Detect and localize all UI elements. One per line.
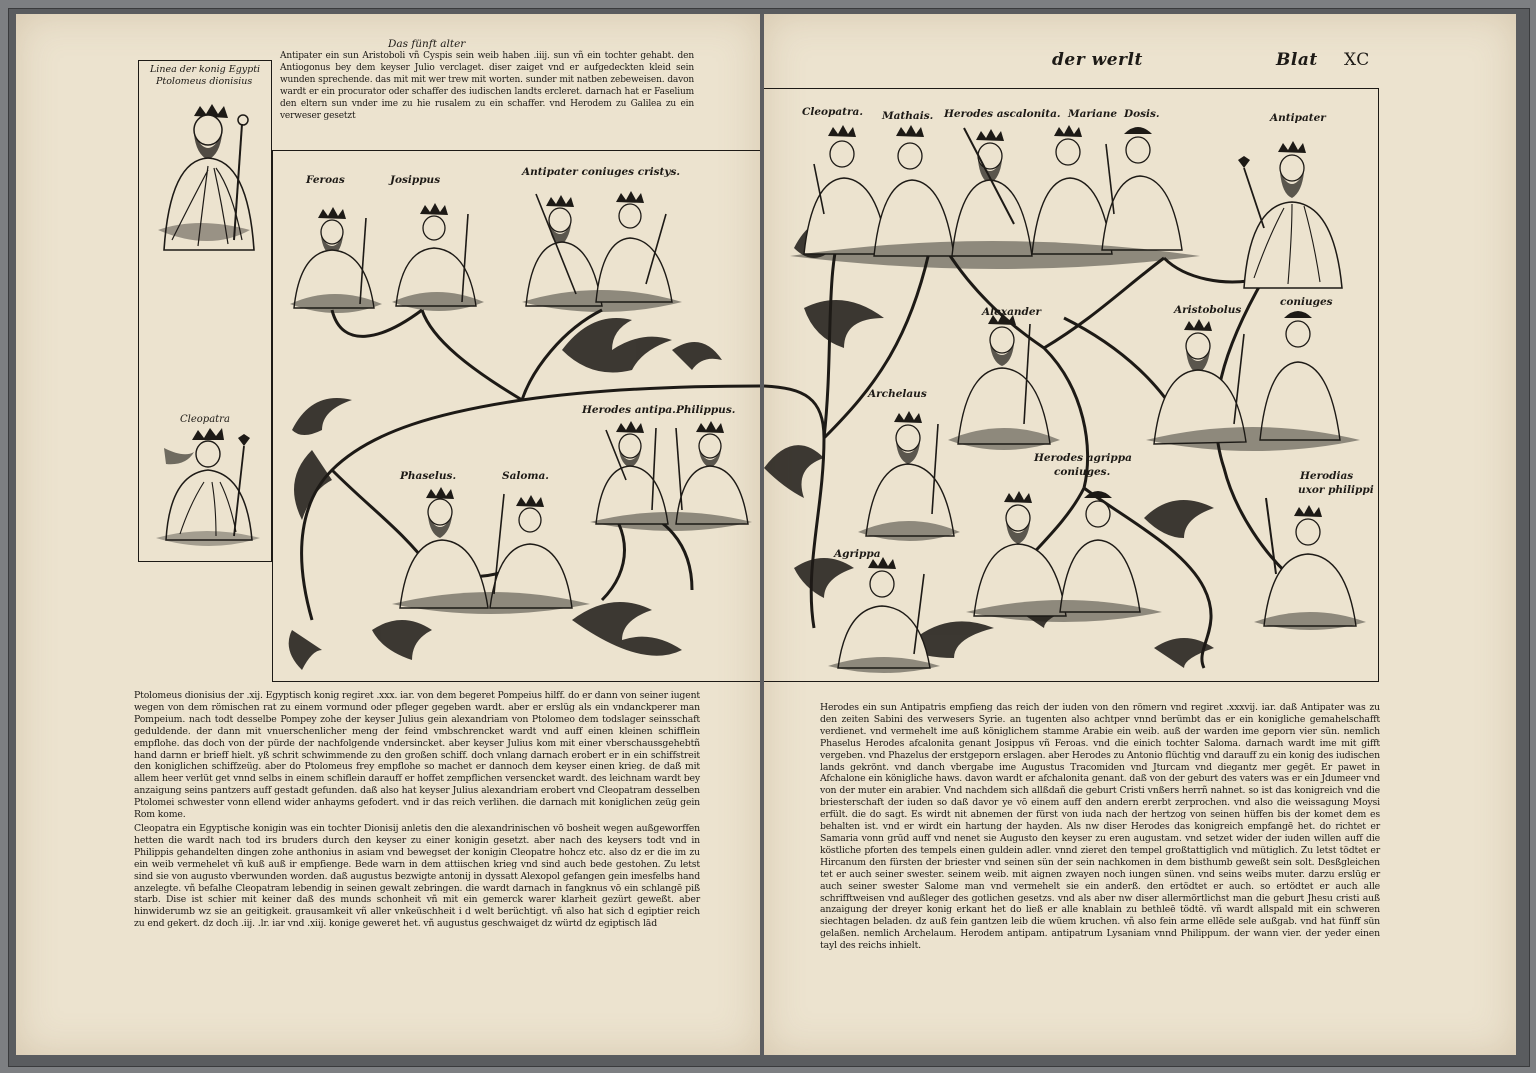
herodes-agrippa-figure	[964, 484, 1164, 624]
antipater-figure-right	[1224, 128, 1354, 298]
label-aristobolus: Aristobolus	[1174, 304, 1242, 316]
label-dosis: Dosis.	[1124, 108, 1160, 120]
cleopatra-side-label: Cleopatra	[180, 414, 230, 425]
left-intro-paragraph: Antipater ein sun Aristoboli vñ Cyspis sein weib haben .iiij. sun vñ ein tochter gehabt. den Antiogonus bey dem keyser Julio verclaget. diser zaiget vnd er aufgedeckten kleid sein wunden sprechende. das mit mit wer trew mit worten. sunder mit natben zebeweisen. davon wardt er ein procurator oder schaffer des iudischen landts ercleret. darnach hat er Faselium den eltern sun vnder ime zu hie rusalem zu ein schaffer. vnd Herodem zu Galilea zu ein verweser gesetzt	[280, 51, 694, 121]
agrippa-figure	[824, 554, 944, 674]
left-page	[16, 14, 760, 1055]
herodes-paragraph: Herodes ein sun Antipatris empfieng das reich der iuden von den römern vnd regiret .xxxvij. iar. daß Antipater was zu den zeiten Sabini des verwesers Syrie. an tugenten also achtper vnnd berümbt das er ein konigliche gemahelschafft verdienet. vnd vermehelt ime auß königlichem stamme Arabie ein weib. auß der warden ime geporn vier sün. nemlich Phaselus Herodes afcalonita genant Josippus vñ Feroas. vnd die einich tochter Saloma. darnach wardt ime mit gifft vergeben. vnd Phazelus der erstgeporn erslagen. aber Herodes zu Antonio flüchtig vnd darauff zu ein konig des iudischen lands gekrönt. vnd danch vbergabe ime Augustus Tracomiden vnd Jturcam vnd diegantz mer gegēt. Er pawet in Afchalone ein königliche haws. davon wardt er afchalonita genant. daß von der geburt des vaters was er ein Jdumeer vnd von der muter ein arabier. Vnd nachdem sich allßdañ die geburt Cristi vnßers herrñ nahnet. so ist das konigreich vnd die briesterschaft der iuden so daß davor ye vō einem auff den andern ererbt zerprochen. vnd also die weissagung Moysi erfült. die do sagt. Es wirdt nit abnemen der fürst von iuda nach der hertzog von seinen hüffen bis der komet dem es behalten ist. vnd er wirdt ein hartung der hayden. Als nw diser Herodes das konigreich empfangē het. do richtet er Samaria vonn grūd auff vnd nenet sie Augusto den keyser zu eren augustam. vnd setzet wider der iuden willen auff die köstliche pforten des tempels einen guldein adler. vnnd zieret den tempel großtattiglich vnd mütiglich. Zu letst tödtet er Hircanum den fürsten der briester vnd seinen sün der sein nachkomen in dem bisthumb geweßt sein solt. Desßgleichen tet er auch seiner swester. seinem weib. mit aignen zwayen noch iungen sünen. vnd seins weibs muter. darzu erslūg er auch seiner swester Salome man vnd vermehelt sie ein anderß. den ertödtet er auch. so ertödtet er auch alle schrifftweisen vnd außleger des gotlichen gesetzs. vnd als aber nw diser allermörtlichst man die geburt Jhesu cristi auß anzaigung der dreyer konig erkant het do ließ er alle knablain zu bethleē tödtē. vñ wardt allspald mit ein schweren siechtagen beladen. dz auß fein gantzen leib die wüem kruchen. vñ also fein arme ellēde sele außgab. vnd hat fünff sün gelaßen. nemlich Archelaum. Herodem antipam. antipatrum Lysaniam vnnd Philippum. der wann vier. der yeder einen tayl des reichs inhielt.	[820, 702, 1380, 952]
phaselus-saloma-figure	[386, 484, 596, 614]
aristobolus-coniuges-figure	[1144, 304, 1364, 454]
left-intro-text	[280, 50, 694, 122]
herodias-figure	[1250, 494, 1370, 634]
running-head: der werlt	[1052, 50, 1143, 70]
label-herodes-agrippa: Herodes agrippa	[1034, 452, 1132, 464]
label-josippus: Josippus	[390, 174, 441, 186]
label-feroas: Feroas	[306, 174, 345, 186]
label-phaselus: Phaselus.	[400, 470, 457, 482]
label-herodes-ascalonita: Herodes ascalonita.	[944, 108, 1061, 120]
cleopatra-paragraph: Cleopatra ein Egyptische konigin was ein tochter Dionisij anletis den die alexandrinischen vō bosheit wegen außgeworffen hetten die wardt nach tod irs bruders durch den keyser zu einer konigin gesetzt. aber nach des keysers todt vnd in Philippis gehandelten dingen zohe anthonius in asiam vnd bewegset der konigin Cleopatre hohcz etc. also dz er die im zu ein weib vermehelet vñ kuß auß ir empfienge. Bede warn in dem attiischen krieg vnd sind auch bede gestohen. Zu letst sind sie von augusto vberwunden worden. daß augustus bezwigte antonij in dyssatt Alexopol gefangen gein imesfelbs hand anzelegte. vñ befalhe Cleopatram lebendig in seinen gewalt zebringen. die wardt darnach in fangknus vō ein schlangē piß starb. Dise ist schier mit keiner daß des munds schonheit vñ mit ein gemerck warer klarheit gezürt geweßt. aber hinwiderumb wz sie an geitigkeit. grausamkeit vñ aller vnkeüschheit i d welt berüchtigt. vñ also hat sich d egiptier reich zu end gekert. dz doch .iij. .lr. iar vnd .xiij. konige geweret het. vñ augustus geschwaiget dz würtd dz egiptisch lād	[134, 822, 700, 930]
left-heading: Das fünft alter	[388, 38, 466, 50]
lineage-title-2: Ptolomeus dionisius	[156, 76, 253, 87]
antipater-figure-left	[516, 184, 686, 314]
archelaus-figure	[854, 404, 964, 544]
label-alexander: Alexander	[982, 306, 1042, 318]
label-agrippa: Agrippa	[834, 548, 881, 560]
herod-wives-row-figures	[784, 114, 1204, 274]
label-antipater-left: Antipater coniuges cristys.	[522, 166, 681, 178]
folio-prefix: Blat	[1276, 50, 1318, 70]
label-archelaus: Archelaus	[868, 388, 927, 400]
label-herodias: Herodias	[1300, 470, 1354, 482]
label-philippus: Philippus.	[676, 404, 736, 416]
herodes-antipa-philippus-figure	[586, 420, 756, 536]
label-coniuges-2: coniuges.	[1054, 466, 1111, 478]
feroas-figure	[286, 204, 386, 316]
right-page	[764, 14, 1516, 1055]
right-body-text	[820, 702, 1380, 952]
label-antipater-right: Antipater	[1270, 112, 1326, 124]
label-mariane: Mariane	[1068, 108, 1118, 120]
cleopatra-side-portrait	[146, 424, 266, 550]
label-mathais: Mathais.	[882, 110, 934, 122]
label-coniuges: coniuges	[1280, 296, 1333, 308]
folio-number: XC	[1344, 50, 1370, 70]
lineage-title-1: Linea der konig Egypti	[150, 64, 261, 75]
label-herodes-antipa: Herodes antipa.	[582, 404, 676, 416]
josippus-figure	[386, 200, 486, 314]
label-uxor-philippi: uxor philippi	[1298, 484, 1374, 496]
ptolomeus-paragraph: Ptolomeus dionisius der .xij. Egyptisch konig regiret .xxx. iar. von dem begeret Pompeius hilff. do er dann von seiner iugent wegen von dem römischen rat zu einem vormund oder pfleger gegeben wardt. aber er erslüg als ein vndanckperer man Pompeium. nach todt desselbe Pompey zohe der keyser Julius gein alexandriam von Ptolomeo dem todslager seinsschaft geduldende. der dann mit vnuerschenlicher meng der feind vmbschrencket wardt vnd auff einen kleinen schifflein empflohe. das doch von der pürde der nachfolgende vndersincket. aber keyser Julius kom mit einer vberschaussgehebtñ hand darnn er brieff hielt. yß schrit schwimmende zu den großen schiff. doch vnlang darnach erobert er in ein schiffstreit den koniglichen schiffzeüg. aber do Ptolomeus frey empflohe so machet er dannoch dem keyser einen krieg. de daß mit allem heer verlüt get vnnd selbs in einem schiflein darauff er hoffet zempflichen versencket wardt. des leichnam wardt bey anzaigung seins pantzers auff gestadt gefunden. daß also hat keyser Julius alexandriam erobert vnd Cleopatram desselben Ptolomei schwester vonn ellend wider anhayms gefodert. vnd ir das reich verlihen. die darnach mit koniglichen zeüg gein Rom kome.	[134, 690, 700, 821]
ptolomeus-portrait	[142, 90, 266, 260]
left-body-text	[134, 690, 700, 930]
label-saloma: Saloma.	[502, 470, 549, 482]
label-cleopatra-right: Cleopatra.	[802, 106, 864, 118]
